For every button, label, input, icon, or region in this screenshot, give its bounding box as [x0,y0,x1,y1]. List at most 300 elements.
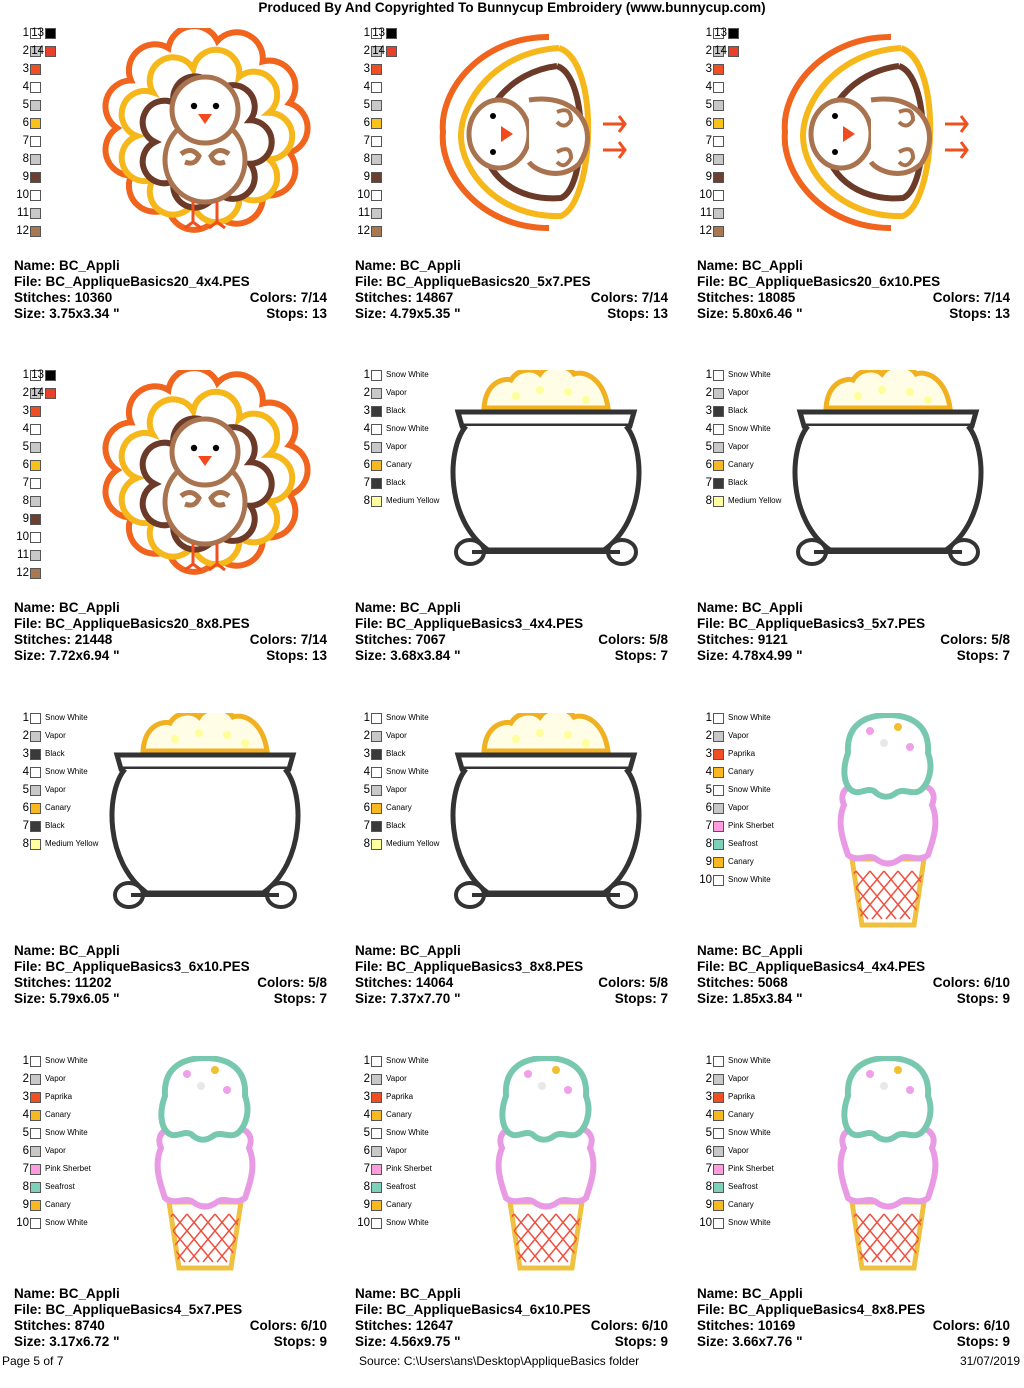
color-swatch [371,154,382,165]
legend-number: 8 [363,1181,370,1193]
thread-name: Canary [386,1200,412,1209]
color-swatch [371,1128,382,1139]
thread-name: Snow White [728,1218,771,1227]
color-swatch [45,46,56,57]
color-swatch [45,388,56,399]
color-swatch [713,442,724,453]
design-name: Name: BC_Appli [14,258,120,273]
color-swatch [371,1056,382,1067]
design-size: Size: 3.66x7.76 " [697,1334,803,1349]
legend-row [357,80,382,94]
color-swatch [371,1110,382,1121]
legend-row [16,494,41,508]
design-info [14,943,327,1007]
legend-number: 4 [705,766,712,778]
legend-number: 1 [363,27,370,39]
stop-count: Stops: 13 [607,306,668,321]
thread-name: Canary [386,460,412,469]
legend-number: 4 [363,766,370,778]
legend-row [16,801,71,815]
color-swatch [713,857,724,868]
design-size: Size: 4.79x5.35 " [355,306,461,321]
color-swatch [713,1092,724,1103]
color-swatch [728,46,739,57]
legend-row [16,729,66,743]
legend-number: 10 [16,1217,29,1229]
legend-number: 4 [22,1109,29,1121]
color-swatch [30,496,41,507]
legend-number: 2 [705,730,712,742]
cauldron-applique-image [421,713,671,923]
legend-row [699,801,749,815]
legend-row [713,26,739,40]
color-count: Colors: 5/8 [598,632,668,647]
legend-row [699,1090,755,1104]
thread-name: Canary [728,767,754,776]
legend-number: 3 [705,748,712,760]
legend-number: 1 [22,712,29,724]
legend-row [16,711,88,725]
color-swatch [713,1164,724,1175]
legend-row [16,170,41,184]
color-count: Colors: 5/8 [257,975,327,990]
color-swatch [371,118,382,129]
stitch-count: Stitches: 7067 [355,632,446,647]
thread-name: Medium Yellow [45,839,99,848]
legend-number: 4 [22,81,29,93]
legend-row [16,458,41,472]
legend-number: 3 [705,405,712,417]
color-swatch [30,803,41,814]
legend-row [16,440,41,454]
legend-number: 1 [363,712,370,724]
legend-number: 10 [16,531,29,543]
legend-row [699,747,755,761]
color-swatch [371,406,382,417]
legend-number: 9 [705,171,712,183]
color-swatch [30,713,41,724]
color-swatch [30,100,41,111]
stop-count: Stops: 9 [273,1334,327,1349]
page-number: Page 5 of 7 [2,1354,64,1368]
legend-number: 2 [363,45,370,57]
color-swatch [30,208,41,219]
legend-row [357,765,429,779]
thread-name: Pink Sherbet [45,1164,91,1173]
color-swatch [713,1074,724,1085]
source-path: Source: C:\Users\ans\Desktop\AppliqueBasics folder [359,1354,640,1368]
legend-number: 8 [22,1181,29,1193]
legend-number: 3 [22,405,29,417]
thread-name: Snow White [386,767,429,776]
stitch-count: Stitches: 18085 [697,290,796,305]
legend-row [357,1090,413,1104]
stitch-count: Stitches: 10169 [697,1318,796,1333]
color-swatch [713,82,724,93]
color-swatch [713,767,724,778]
color-swatch [713,460,724,471]
ice-cream-applique-image [421,1056,671,1266]
design-size: Size: 3.17x6.72 " [14,1334,120,1349]
legend-number: 2 [705,387,712,399]
legend-row [16,476,41,490]
color-swatch [713,424,724,435]
thread-name: Snow White [386,713,429,722]
legend-number: 7 [363,820,370,832]
legend-row [699,1126,771,1140]
thread-name: Paprika [45,1092,73,1101]
thread-name: Snow White [386,370,429,379]
legend-row [16,1180,75,1194]
color-swatch [371,208,382,219]
stop-count: Stops: 7 [956,648,1010,663]
thread-name: Vapor [386,731,407,740]
legend-number: 3 [22,1091,29,1103]
design-name: Name: BC_Appli [697,258,803,273]
legend-number: 2 [22,45,29,57]
color-count: Colors: 7/14 [249,632,327,647]
legend-row [357,711,429,725]
legend-row [16,765,88,779]
color-swatch [713,118,724,129]
color-swatch [30,478,41,489]
design-size: Size: 5.80x6.46 " [697,306,803,321]
legend-row [357,62,382,76]
legend-number: 1 [705,1055,712,1067]
thread-name: Snow White [386,1128,429,1137]
legend-row [357,440,407,454]
color-swatch [713,208,724,219]
legend-row [699,404,748,418]
color-swatch [371,1074,382,1085]
color-swatch [371,388,382,399]
legend-number: 5 [22,784,29,796]
turkey-applique-image [80,28,330,238]
color-swatch [713,1218,724,1229]
color-swatch [371,1200,382,1211]
thread-name: Canary [728,857,754,866]
legend-number: 9 [363,171,370,183]
legend-number: 3 [363,1091,370,1103]
legend-number: 6 [705,802,712,814]
color-swatch [371,136,382,147]
thread-name: Seafrost [45,1182,75,1191]
thread-name: Paprika [728,1092,756,1101]
page-header: Produced By And Copyrighted To Bunnycup Embroidery (www.bunnycup.com) [258,0,766,15]
color-swatch [371,478,382,489]
legend-number: 6 [363,117,370,129]
legend-row [357,170,382,184]
color-swatch [30,136,41,147]
thread-name: Vapor [728,442,749,451]
color-swatch [713,496,724,507]
legend-row [699,170,724,184]
legend-row [30,386,56,400]
legend-row [699,422,771,436]
legend-number: 5 [363,441,370,453]
legend-number: 2 [705,45,712,57]
color-swatch [371,839,382,850]
color-swatch [45,28,56,39]
legend-number: 10 [16,189,29,201]
color-swatch [30,839,41,850]
color-swatch [30,767,41,778]
legend-number: 13 [31,27,44,39]
color-swatch [371,1164,382,1175]
turkey-applique-image [421,28,671,238]
color-count: Colors: 6/10 [249,1318,327,1333]
legend-number: 2 [363,1073,370,1085]
turkey-applique-image [763,28,1013,238]
design-name: Name: BC_Appli [697,600,803,615]
legend-number: 6 [22,117,29,129]
color-swatch [713,731,724,742]
stop-count: Stops: 7 [614,648,668,663]
thread-name: Vapor [728,731,749,740]
cauldron-applique-image [80,713,330,923]
thread-name: Black [728,478,748,487]
legend-number: 5 [705,99,712,111]
color-swatch [713,803,724,814]
color-swatch [371,785,382,796]
thread-name: Snow White [45,1218,88,1227]
design-name: Name: BC_Appli [355,258,461,273]
color-swatch [371,460,382,471]
legend-number: 7 [363,1163,370,1175]
color-count: Colors: 5/8 [598,975,668,990]
color-swatch [30,749,41,760]
thread-name: Vapor [728,803,749,812]
color-swatch [371,100,382,111]
color-swatch [30,118,41,129]
legend-row [699,80,724,94]
legend-row [16,116,41,130]
legend-row [16,783,66,797]
design-name: Name: BC_Appli [14,1286,120,1301]
legend-number: 8 [363,495,370,507]
thread-name: Snow White [386,424,429,433]
thread-name: Vapor [728,388,749,397]
color-swatch [713,1146,724,1157]
file-name: File: BC_AppliqueBasics3_4x4.PES [355,616,584,631]
legend-number: 2 [22,1073,29,1085]
legend-number: 9 [705,856,712,868]
legend-row [16,747,65,761]
ice-cream-applique-image [763,713,1013,923]
legend-number: 8 [363,153,370,165]
color-swatch [30,82,41,93]
legend-row [16,1090,72,1104]
legend-row [699,206,724,220]
legend-number: 6 [363,1145,370,1157]
stitch-count: Stitches: 5068 [697,975,788,990]
legend-row [16,1054,88,1068]
stitch-count: Stitches: 10360 [14,290,113,305]
color-swatch [371,1182,382,1193]
file-name: File: BC_AppliqueBasics4_6x10.PES [355,1302,591,1317]
legend-number: 3 [22,748,29,760]
thread-name: Seafrost [728,839,758,848]
color-swatch [713,1182,724,1193]
legend-row [357,1126,429,1140]
color-swatch [371,821,382,832]
design-card [341,703,682,1045]
legend-number: 13 [31,369,44,381]
legend-row [16,404,41,418]
color-swatch [30,154,41,165]
cauldron-applique-image [763,370,1013,580]
design-size: Size: 3.68x3.84 " [355,648,461,663]
color-swatch [713,406,724,417]
thread-name: Medium Yellow [386,839,440,848]
color-swatch [371,424,382,435]
stitch-count: Stitches: 9121 [697,632,788,647]
design-card [0,703,341,1045]
legend-row [16,819,65,833]
thread-name: Snow White [728,713,771,722]
legend-row [357,368,429,382]
legend-row [357,1108,412,1122]
thread-name: Snow White [728,875,771,884]
color-swatch [371,172,382,183]
legend-number: 5 [22,441,29,453]
cauldron-applique-image [421,370,671,580]
legend-row [16,1108,71,1122]
color-swatch [713,226,724,237]
legend-row [357,1054,429,1068]
thread-name: Canary [45,1110,71,1119]
color-swatch [371,731,382,742]
design-name: Name: BC_Appli [355,943,461,958]
legend-row [357,116,382,130]
design-info [355,943,668,1007]
legend-number: 6 [22,1145,29,1157]
color-swatch [30,568,41,579]
legend-row [16,80,41,94]
legend-row [16,98,41,112]
legend-row [357,98,382,112]
thread-name: Canary [728,460,754,469]
thread-name: Canary [386,803,412,812]
color-swatch [713,100,724,111]
stitch-count: Stitches: 21448 [14,632,113,647]
turkey-applique-image [80,370,330,580]
color-swatch [30,731,41,742]
design-info [697,258,1010,322]
design-info [14,600,327,664]
legend-number: 8 [705,1181,712,1193]
thread-name: Black [45,749,65,758]
color-swatch [30,514,41,525]
thread-name: Seafrost [386,1182,416,1191]
thread-name: Snow White [45,767,88,776]
legend-row [699,1108,754,1122]
color-swatch [371,82,382,93]
legend-row [713,44,739,58]
color-swatch [371,442,382,453]
thread-name: Snow White [45,713,88,722]
legend-number: 1 [363,369,370,381]
color-swatch [386,46,397,57]
design-card [683,703,1024,1045]
ice-cream-applique-image [80,1056,330,1266]
color-swatch [371,1092,382,1103]
legend-number: 10 [699,1217,712,1229]
design-info [14,1286,327,1350]
color-swatch [713,136,724,147]
color-swatch [713,713,724,724]
legend-row [30,368,56,382]
legend-number: 1 [22,369,29,381]
color-swatch [30,1110,41,1121]
color-swatch [30,1056,41,1067]
color-swatch [30,190,41,201]
color-swatch [371,1146,382,1157]
legend-row [16,1126,88,1140]
legend-number: 5 [705,441,712,453]
design-card [0,18,341,360]
thread-name: Black [386,478,406,487]
legend-number: 8 [22,838,29,850]
legend-number: 6 [705,1145,712,1157]
legend-row [357,1144,407,1158]
legend-row [30,26,56,40]
legend-number: 4 [22,423,29,435]
color-swatch [30,406,41,417]
design-name: Name: BC_Appli [355,600,461,615]
legend-row [699,368,771,382]
legend-number: 1 [363,1055,370,1067]
legend-row [357,224,382,238]
design-name: Name: BC_Appli [355,1286,461,1301]
legend-row [357,801,412,815]
legend-number: 13 [372,27,385,39]
legend-number: 3 [363,748,370,760]
stop-count: Stops: 13 [266,306,327,321]
legend-row [699,1144,749,1158]
legend-row [16,1144,66,1158]
thread-name: Canary [386,1110,412,1119]
legend-row [699,711,771,725]
legend-row [357,404,406,418]
thread-name: Paprika [728,749,756,758]
color-count: Colors: 6/10 [932,1318,1010,1333]
legend-row [357,1216,429,1230]
legend-row [699,1216,771,1230]
legend-number: 5 [705,784,712,796]
thread-name: Paprika [386,1092,414,1101]
legend-number: 4 [22,766,29,778]
legend-row [16,548,41,562]
legend-number: 1 [705,712,712,724]
legend-number: 8 [705,153,712,165]
design-name: Name: BC_Appli [14,600,120,615]
color-count: Colors: 7/14 [590,290,668,305]
legend-number: 12 [699,225,712,237]
color-swatch [30,532,41,543]
thread-name: Snow White [728,370,771,379]
legend-row [357,1198,412,1212]
design-card [341,18,682,360]
legend-number: 4 [363,423,370,435]
thread-name: Medium Yellow [728,496,782,505]
legend-number: 4 [705,1109,712,1121]
legend-number: 7 [22,135,29,147]
color-swatch [30,64,41,75]
legend-row [699,224,724,238]
color-count: Colors: 5/8 [940,632,1010,647]
color-swatch [713,1200,724,1211]
